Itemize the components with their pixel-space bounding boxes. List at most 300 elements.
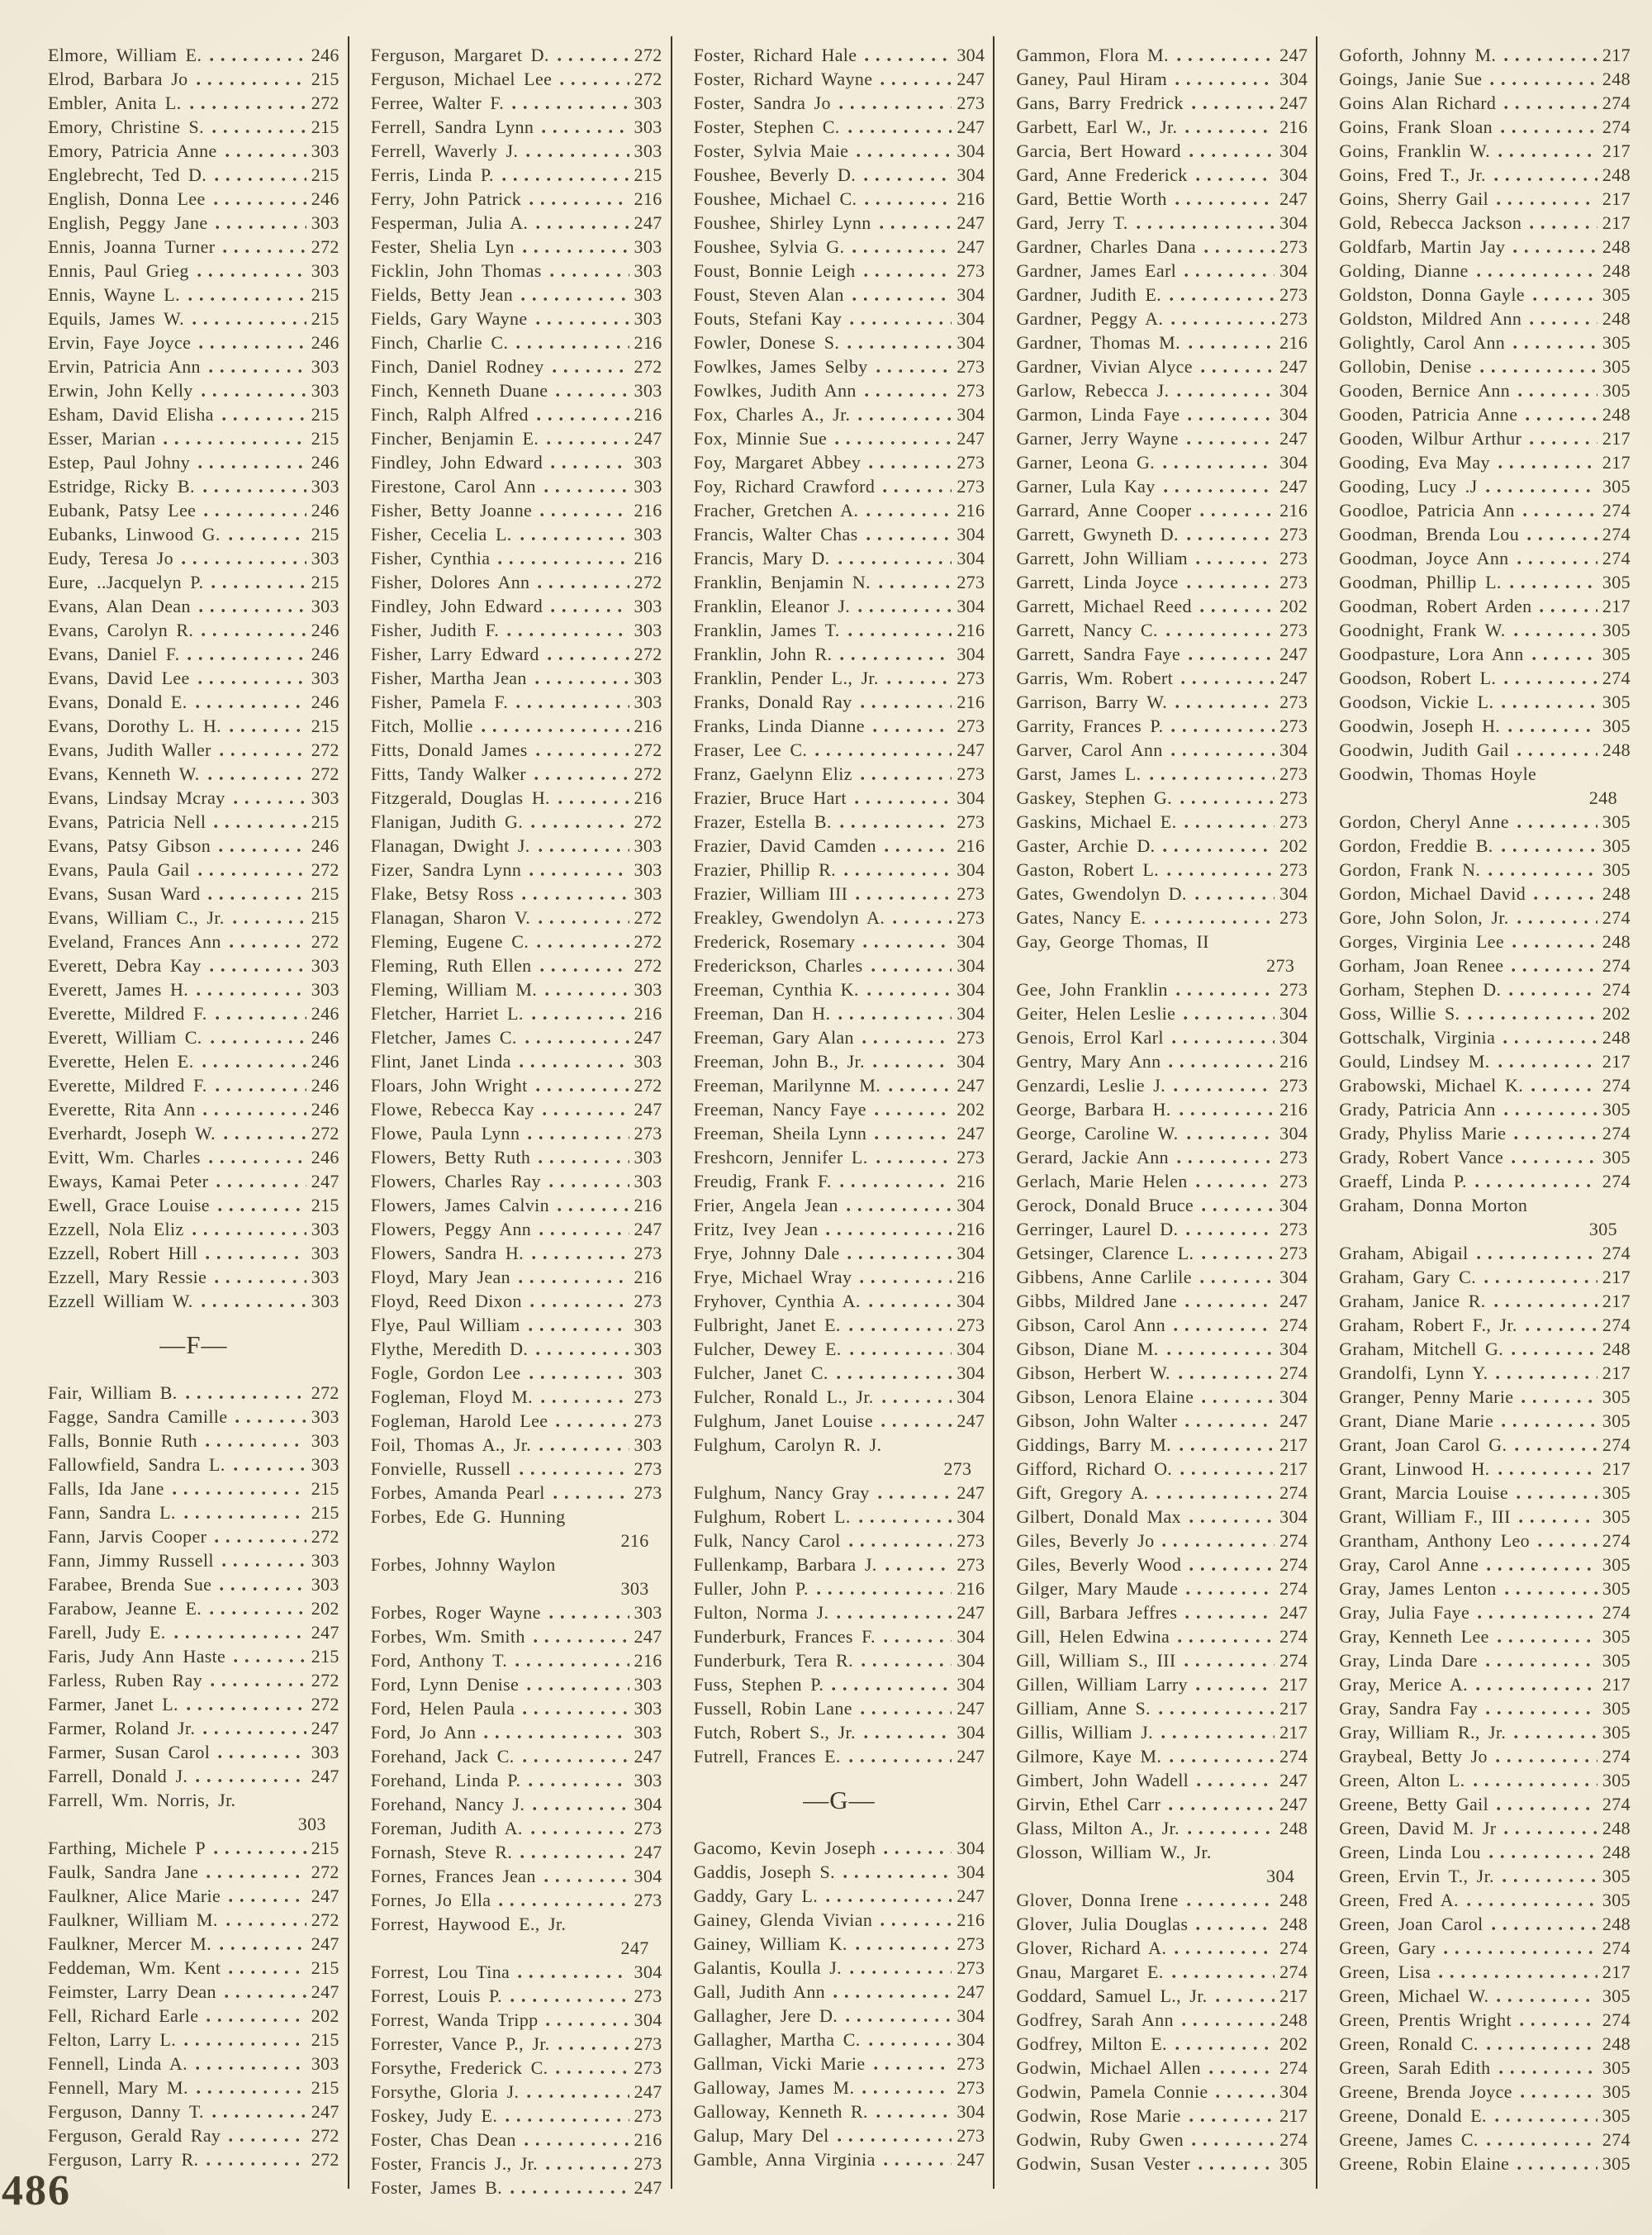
index-entry: [371, 235, 662, 259]
entry-page: 303: [634, 1339, 662, 1359]
index-entry: [1339, 1361, 1631, 1385]
index-entry: [1016, 1025, 1308, 1049]
index-entry: [1016, 330, 1308, 354]
entry-page: 305: [1602, 1722, 1631, 1743]
entry-page: 215: [311, 69, 339, 89]
entry-page: 216: [957, 188, 985, 209]
entry-name: Goodpasture, Lora Ann: [1339, 644, 1524, 664]
index-entry: [1016, 187, 1308, 211]
entry-page: 247: [957, 1075, 985, 1096]
dot-leader: [1180, 1448, 1275, 1451]
entry-page: 272: [634, 931, 662, 952]
entry-name: Gainey, William K.: [693, 1933, 847, 1954]
entry-page: 303: [634, 1171, 662, 1191]
entry-name: Gaddy, Gary L.: [693, 1885, 819, 1906]
entry-name: Gray, Carol Anne: [1339, 1554, 1479, 1575]
entry-name: Ganey, Paul Hiram: [1016, 69, 1168, 89]
index-entry-continuation: [1339, 1217, 1631, 1241]
index-column: [1316, 36, 1639, 2189]
entry-page: 216: [634, 332, 662, 353]
entry-name: Feimster, Larry Dean: [48, 1981, 216, 2002]
entry-page: 305: [1602, 332, 1631, 353]
dot-leader: [1514, 1136, 1597, 1139]
entry-name: Gaster, Archie D.: [1016, 835, 1156, 856]
index-entry: [48, 1548, 339, 1572]
dot-leader: [1177, 1160, 1275, 1163]
dot-leader: [1487, 1567, 1597, 1571]
index-entry: [1016, 858, 1308, 882]
dot-leader: [838, 1016, 952, 1020]
index-entry: [694, 953, 985, 977]
dot-leader: [197, 82, 306, 85]
entry-name: Green, Alton L.: [1339, 1770, 1465, 1790]
entry-page: 272: [634, 572, 662, 592]
entry-name: Garrett, Gwyneth D.: [1016, 524, 1179, 544]
index-entry: [371, 1073, 662, 1097]
entry-name: Flowers, James Calvin: [370, 1195, 549, 1215]
entry-page: 272: [634, 69, 662, 89]
entry-page: 273: [1279, 524, 1308, 544]
entry-page: 304: [1279, 1506, 1308, 1527]
entry-page: 305: [1602, 1482, 1631, 1503]
dot-leader: [856, 1947, 952, 1950]
index-entry: [371, 2152, 662, 2176]
dot-leader: [1527, 537, 1597, 540]
dot-leader: [538, 585, 629, 588]
entry-name: Gallman, Vicki Marie: [693, 2053, 866, 2074]
entry-page: 303: [634, 260, 662, 281]
dot-leader: [1176, 992, 1275, 996]
entry-name: Genois, Errol Karl: [1016, 1027, 1164, 1048]
dot-leader: [1169, 1064, 1275, 1068]
section-heading: —G—: [803, 1786, 876, 1814]
dot-leader: [534, 1639, 629, 1643]
dot-leader: [869, 1304, 952, 1307]
entry-page: 246: [311, 1051, 339, 1072]
entry-name: Fell, Richard Earle: [48, 2005, 199, 2026]
index-entry: [48, 858, 339, 882]
entry-name: Gooding, Lucy .J: [1339, 476, 1478, 497]
dot-leader: [1505, 1591, 1597, 1595]
dot-leader: [1179, 1376, 1275, 1379]
index-entry: [48, 450, 339, 474]
entry-page: 274: [1602, 2129, 1631, 2150]
entry-page: 274: [1279, 2057, 1308, 2078]
entry-name: Fisher, Cecelia L.: [370, 524, 512, 544]
dot-leader: [519, 1280, 629, 1283]
entry-name: Gibson, Carol Ann: [1016, 1315, 1165, 1335]
index-entry: [1016, 1409, 1308, 1433]
entry-page: 217: [1602, 1362, 1631, 1383]
entry-name: Girvin, Ethel Carr: [1016, 1794, 1161, 1814]
index-entry: [371, 1505, 662, 1529]
entry-page: 215: [311, 572, 339, 592]
entry-page: 303: [634, 1674, 662, 1695]
index-entry: [1016, 906, 1308, 930]
dot-leader: [1490, 82, 1597, 85]
entry-name: Genzardi, Leslie J.: [1016, 1075, 1165, 1096]
entry-name: Everette, Helen E.: [48, 1051, 194, 1072]
index-entry: [1016, 642, 1308, 666]
index-entry: [371, 834, 662, 858]
dot-leader: [192, 1232, 306, 1235]
dot-leader: [212, 2114, 306, 2118]
entry-page: 304: [1279, 1195, 1308, 1215]
index-entry: [1016, 474, 1308, 498]
entry-name: Grant, Joan Carol G.: [1339, 1434, 1507, 1455]
index-entry: [694, 1241, 985, 1265]
entry-page: 215: [311, 1502, 339, 1523]
entry-name: Fletcher, James C.: [370, 1027, 517, 1048]
dot-leader: [1163, 849, 1275, 852]
index-entry: [371, 1169, 662, 1193]
dot-leader: [1477, 273, 1597, 277]
index-entry: [371, 858, 662, 882]
entry-page: 247: [1279, 1770, 1308, 1790]
index-entry: [48, 1908, 339, 1932]
entry-name: Gans, Barry Fredrick: [1016, 93, 1184, 113]
entry-name: Franklin, Benjamin N.: [693, 572, 871, 592]
dot-leader: [220, 753, 306, 756]
entry-name: Firestone, Carol Ann: [370, 476, 536, 497]
entry-name: Fonvielle, Russell: [370, 1458, 511, 1479]
entry-name: Evans, Kenneth W.: [48, 763, 200, 784]
dot-leader: [544, 1879, 629, 1882]
entry-name: Grady, Patricia Ann: [1339, 1099, 1496, 1120]
index-entry: [1339, 1553, 1631, 1576]
dot-leader: [849, 1328, 952, 1331]
index-entry: [694, 1884, 985, 1908]
dot-leader: [525, 2142, 629, 2146]
entry-page: 304: [957, 644, 985, 664]
entry-name: Gibbs, Mildred Jane: [1016, 1291, 1178, 1311]
dot-leader: [1187, 585, 1275, 588]
dot-leader: [876, 2114, 952, 2118]
entry-page: 304: [1279, 140, 1308, 161]
entry-name: Gray, Merice A.: [1339, 1674, 1468, 1695]
entry-page: 303: [634, 284, 662, 305]
index-entry: [694, 211, 985, 235]
dot-leader: [1486, 1663, 1597, 1667]
entry-name: Fryhover, Cynthia A.: [693, 1291, 861, 1311]
index-entry: [371, 378, 662, 402]
index-entry: [371, 690, 662, 714]
entry-name: Fraser, Lee C.: [693, 739, 808, 760]
entry-name: Everette, Rita Ann: [48, 1099, 196, 1120]
entry-name: Foster, Stephen C.: [693, 117, 840, 137]
dot-leader: [889, 1088, 952, 1091]
dot-leader: [216, 1088, 306, 1091]
entry-name: Glosson, William W., Jr.: [1016, 1842, 1212, 1862]
dot-leader: [1188, 417, 1275, 421]
entry-page: 274: [1602, 524, 1631, 544]
entry-page: 246: [311, 1147, 339, 1167]
dot-leader: [1184, 825, 1275, 828]
index-entry: [1016, 546, 1308, 570]
dot-leader: [1489, 1855, 1597, 1858]
entry-name: Fizer, Sandra Lynn: [370, 859, 522, 880]
index-entry: [48, 307, 339, 330]
index-entry: [48, 187, 339, 211]
dot-leader: [1166, 633, 1275, 636]
entry-page: 273: [1279, 763, 1308, 784]
index-entry: [48, 235, 339, 259]
dot-leader: [1196, 1927, 1275, 1930]
entry-page: 273: [634, 1985, 662, 2006]
dot-leader: [1200, 609, 1275, 612]
entry-name: Goins, Sherry Gail: [1339, 188, 1489, 209]
dot-leader: [203, 1112, 306, 1115]
dot-leader: [529, 1783, 629, 1786]
entry-page: 304: [1279, 380, 1308, 401]
entry-name: Fesperman, Julia A.: [370, 212, 529, 233]
dot-leader: [1180, 1472, 1275, 1475]
dot-leader: [885, 1567, 952, 1571]
entry-page: 247: [957, 1482, 985, 1503]
dot-leader: [535, 681, 629, 684]
index-entry: [694, 67, 985, 91]
index-entry: [371, 426, 662, 450]
dot-leader: [1526, 417, 1597, 421]
entry-page: 248: [1279, 1818, 1308, 1838]
index-entry: [1016, 977, 1308, 1001]
index-entry: [694, 762, 985, 786]
index-entry: [694, 1049, 985, 1073]
entry-page: 217: [1602, 452, 1631, 473]
dot-leader: [1172, 1040, 1275, 1044]
entry-page: 274: [1279, 1962, 1308, 1982]
entry-page: 273: [1279, 787, 1308, 808]
entry-name: Farmer, Susan Carol: [48, 1742, 211, 1762]
index-entry: [371, 882, 662, 906]
entry-name: Galloway, James M.: [693, 2077, 855, 2098]
index-entry: [694, 1553, 985, 1576]
entry-page: 216: [634, 787, 662, 808]
index-entry: [371, 977, 662, 1001]
entry-page: 247: [311, 2101, 339, 2122]
entry-page: 217: [1279, 1698, 1308, 1719]
index-entry: [694, 522, 985, 546]
entry-page: 202: [311, 2005, 339, 2026]
index-entry: [48, 930, 339, 953]
entry-page: 246: [311, 692, 339, 712]
index-entry: [1339, 1433, 1631, 1457]
entry-page: 274: [1279, 1626, 1308, 1647]
index-entry: [48, 1265, 339, 1289]
entry-name: Gooden, Wilbur Arthur: [1339, 428, 1522, 449]
entry-name: Finch, Charlie C.: [370, 332, 509, 353]
entry-page: 272: [311, 859, 339, 880]
index-entry: [48, 690, 339, 714]
dot-leader: [1187, 441, 1275, 445]
entry-page: 217: [1602, 1267, 1631, 1287]
entry-name: Goodnight, Frank W.: [1339, 620, 1506, 640]
entry-page: 272: [311, 763, 339, 784]
dot-leader: [521, 297, 629, 301]
entry-page: 272: [634, 955, 662, 976]
entry-page: 216: [1279, 1099, 1308, 1120]
dot-leader: [861, 777, 952, 780]
entry-name: Flowers, Charles Ray: [370, 1171, 541, 1191]
dot-leader: [861, 705, 952, 708]
index-entry: [371, 1624, 662, 1648]
entry-page: 304: [634, 1866, 662, 1886]
dot-leader: [484, 1735, 629, 1738]
index-entry: [694, 906, 985, 930]
dot-leader: [551, 465, 629, 468]
dot-leader: [546, 2166, 629, 2170]
entry-page: 304: [957, 1386, 985, 1407]
dot-leader: [1531, 1088, 1597, 1091]
entry-name: Gillen, William Larry: [1016, 1674, 1188, 1695]
index-entry: [371, 642, 662, 666]
entry-name: Gamble, Anna Virginia: [693, 2149, 876, 2170]
entry-name: Foushee, Michael C.: [693, 188, 857, 209]
entry-name: Gill, William S., III: [1016, 1650, 1176, 1671]
entry-page: 273: [957, 452, 985, 473]
entry-page: 216: [957, 1909, 985, 1930]
index-entry: [1016, 235, 1308, 259]
entry-name: Gardner, Peggy A.: [1016, 308, 1164, 329]
entry-name: Gilmore, Kaye M.: [1016, 1746, 1162, 1767]
index-entry: [371, 1025, 662, 1049]
index-entry: [694, 1337, 985, 1361]
dot-leader: [214, 1851, 306, 1854]
dot-leader: [1169, 1807, 1275, 1810]
index-entry: [48, 1217, 339, 1241]
entry-name: Fulghum, Carolyn R. J.: [693, 1434, 882, 1455]
entry-page: 304: [957, 1506, 985, 1527]
entry-name: Fornash, Steve R.: [370, 1842, 513, 1862]
index-entry: [1339, 259, 1631, 283]
dot-leader: [539, 849, 629, 852]
dot-leader: [1504, 1112, 1597, 1115]
dot-leader: [1497, 1807, 1597, 1810]
index-entry: [1339, 1840, 1631, 1864]
entry-page: 304: [957, 1674, 985, 1695]
dot-leader: [182, 561, 306, 564]
entry-page: 216: [634, 1195, 662, 1215]
yearbook-index-page: [41, 36, 1639, 2198]
dot-leader: [560, 82, 629, 85]
index-entry: [1339, 546, 1631, 570]
index-entry: [694, 1481, 985, 1505]
index-entry: [1339, 450, 1631, 474]
index-entry: [1339, 810, 1631, 834]
entry-name: Esham, David Elisha: [48, 404, 214, 425]
entry-name: Gallagher, Martha C.: [693, 2029, 861, 2050]
index-entry: [371, 1960, 662, 1984]
entry-page: 248: [1602, 1339, 1631, 1359]
index-entry: [1016, 354, 1308, 378]
entry-page: 273: [634, 1458, 662, 1479]
entry-page: 217: [1602, 1291, 1631, 1311]
entry-name: Greene, Donald E.: [1339, 2105, 1487, 2126]
entry-name: Gillis, William J.: [1016, 1722, 1153, 1743]
entry-page: 247: [1279, 93, 1308, 113]
dot-leader: [529, 202, 629, 205]
entry-page: 272: [311, 93, 339, 113]
index-entry: [1339, 690, 1631, 714]
entry-page: 273: [957, 93, 985, 113]
entry-page: 272: [311, 2149, 339, 2170]
entry-name: Gard, Anne Frederick: [1016, 164, 1188, 185]
index-entry: [371, 1001, 662, 1025]
entry-page: 247: [634, 2081, 662, 2102]
index-entry: [694, 163, 985, 187]
entry-name: Gibbens, Anne Carlile: [1016, 1267, 1192, 1287]
dot-leader: [1498, 154, 1597, 157]
entry-page: 303: [634, 93, 662, 113]
dot-leader: [1520, 2023, 1597, 2026]
index-entry: [694, 1600, 985, 1624]
entry-name: Grantham, Anthony Leo: [1339, 1530, 1530, 1551]
entry-page: 273: [957, 1554, 985, 1575]
entry-page: 304: [957, 1243, 985, 1263]
index-entry: [48, 1572, 339, 1596]
dot-leader: [887, 681, 952, 684]
dot-leader: [533, 1807, 629, 1810]
dot-leader: [1492, 1927, 1597, 1930]
dot-leader: [1497, 1999, 1597, 2002]
entry-name: Evans, Donald E.: [48, 692, 188, 712]
entry-name: Freeman, Dan H.: [693, 1003, 831, 1024]
index-entry: [371, 1648, 662, 1672]
entry-name: Garris, Wm. Robert: [1016, 668, 1174, 688]
entry-name: Fulk, Nancy Carol: [693, 1530, 841, 1551]
entry-name: Goins Alan Richard: [1339, 93, 1497, 113]
dot-leader: [1515, 1448, 1597, 1451]
index-entry: [694, 1576, 985, 1600]
dot-leader: [1487, 2047, 1597, 2050]
dot-leader: [550, 273, 629, 277]
entry-name: Faulkner, Mercer M.: [48, 1933, 212, 1954]
index-entry: [371, 1840, 662, 1864]
index-entry: [48, 1932, 339, 1956]
dot-leader: [210, 58, 306, 61]
entry-name: Fincher, Benjamin E.: [370, 428, 539, 449]
dot-leader: [216, 1184, 306, 1187]
entry-name: Evans, Carolyn R.: [48, 620, 194, 640]
entry-page: 273: [1279, 716, 1308, 736]
entry-name: Ferree, Walter F.: [370, 93, 505, 113]
index-entry: [48, 1381, 339, 1405]
index-entry: [694, 1720, 985, 1744]
dot-leader: [875, 1136, 952, 1139]
index-entry: [48, 1860, 339, 1884]
entry-page: 303: [311, 140, 339, 161]
index-entry: [1016, 1960, 1308, 1984]
index-entry: [371, 91, 662, 115]
entry-name: Freeman, Nancy Faye: [693, 1099, 866, 1120]
entry-page: 246: [311, 45, 339, 65]
dot-leader: [1496, 1376, 1597, 1379]
entry-name: Gardner, Vivian Alyce: [1016, 356, 1193, 377]
index-entry: [1339, 1313, 1631, 1337]
entry-page: 303: [311, 2053, 339, 2074]
entry-page: 217: [1602, 1962, 1631, 1982]
entry-name: Green, Lisa: [1339, 1962, 1431, 1982]
dot-leader: [225, 154, 306, 157]
index-entry: [1016, 1313, 1308, 1337]
index-entry: [371, 738, 662, 762]
index-entry: [48, 906, 339, 930]
index-entry: [694, 1385, 985, 1409]
dot-leader: [211, 585, 306, 588]
entry-page: 305: [1602, 2057, 1631, 2078]
entry-page: 215: [311, 524, 339, 544]
index-entry: [371, 1720, 662, 1744]
